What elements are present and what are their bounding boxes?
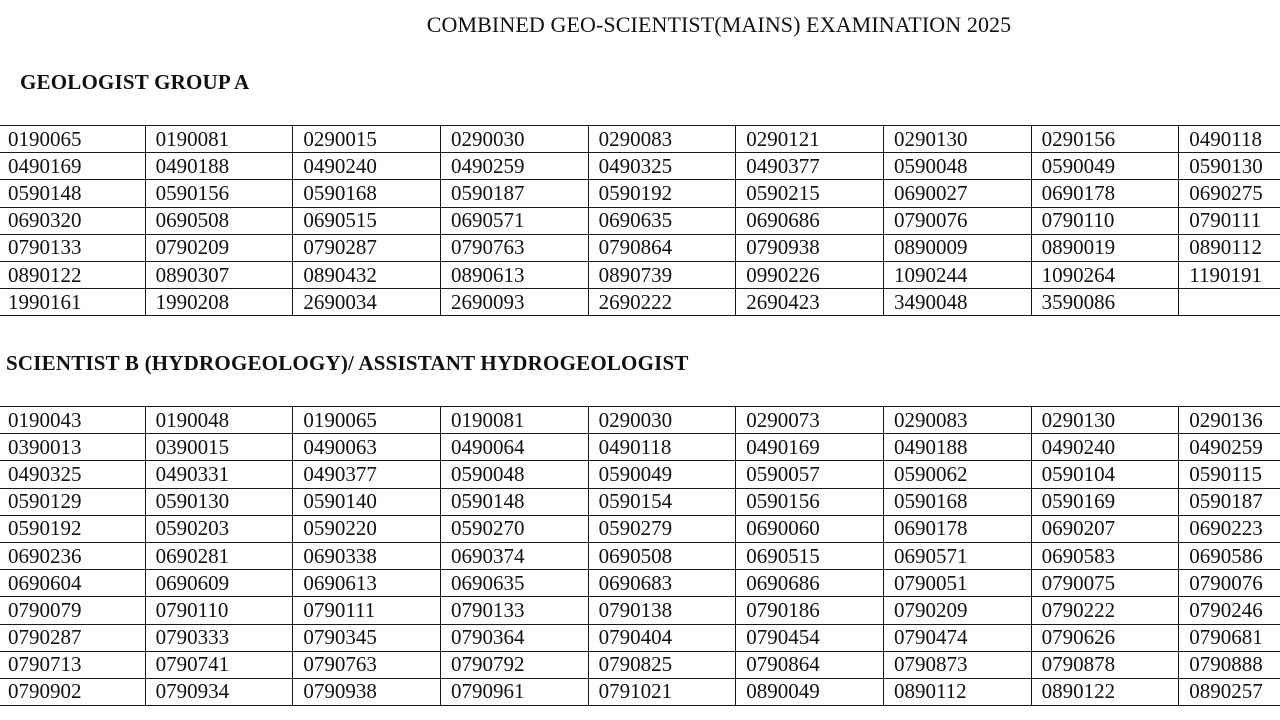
roll-number-cell: 0590148 bbox=[440, 488, 588, 515]
roll-number-cell: 0890009 bbox=[883, 234, 1031, 261]
document-title: COMBINED GEO-SCIENTIST(MAINS) EXAMINATION 2025 bbox=[426, 12, 1012, 37]
roll-number-cell: 0790864 bbox=[736, 651, 884, 678]
roll-number-cell: 0790825 bbox=[588, 651, 736, 678]
roll-number-cell: 0790111 bbox=[1179, 207, 1280, 234]
roll-number-cell: 0890257 bbox=[1179, 678, 1280, 705]
roll-number-cell: 0390013 bbox=[0, 434, 145, 461]
roll-number-cell: 0590279 bbox=[588, 515, 736, 542]
roll-number-cell: 0890112 bbox=[1179, 234, 1280, 261]
roll-number-cell: 0590192 bbox=[0, 515, 145, 542]
table-row bbox=[0, 488, 1280, 515]
roll-number-cell: 0290136 bbox=[1179, 407, 1280, 434]
roll-number-cell: 0690571 bbox=[883, 542, 1031, 569]
roll-number-cell: 1090264 bbox=[1031, 261, 1179, 288]
roll-number-table-hydrogeology bbox=[0, 406, 1280, 706]
roll-number-cell: 0490377 bbox=[736, 153, 884, 180]
roll-number-cell: 0790961 bbox=[440, 678, 588, 705]
roll-number-cell: 0690178 bbox=[883, 515, 1031, 542]
roll-number-cell: 0690275 bbox=[1179, 180, 1280, 207]
roll-number-cell: 0790713 bbox=[0, 651, 145, 678]
roll-number-cell: 0790741 bbox=[145, 651, 293, 678]
table-row bbox=[0, 678, 1280, 705]
roll-number-cell: 0790681 bbox=[1179, 624, 1280, 651]
table-row bbox=[0, 407, 1280, 434]
roll-number-cell: 0290121 bbox=[736, 126, 884, 153]
roll-number-cell: 0990226 bbox=[736, 261, 884, 288]
roll-number-cell: 0791021 bbox=[588, 678, 736, 705]
roll-number-cell: 0490169 bbox=[0, 153, 145, 180]
roll-number-cell: 0790763 bbox=[440, 234, 588, 261]
table-row bbox=[0, 461, 1280, 488]
roll-number-cell: 0790133 bbox=[440, 597, 588, 624]
roll-number-cell: 0790287 bbox=[293, 234, 441, 261]
roll-number-cell: 0490331 bbox=[145, 461, 293, 488]
roll-number-cell: 0490325 bbox=[588, 153, 736, 180]
roll-number-cell: 0790474 bbox=[883, 624, 1031, 651]
roll-number-cell: 0190081 bbox=[440, 407, 588, 434]
roll-number-cell: 0590168 bbox=[293, 180, 441, 207]
roll-number-cell: 0690571 bbox=[440, 207, 588, 234]
roll-number-cell: 0290015 bbox=[293, 126, 441, 153]
roll-number-cell: 0490259 bbox=[440, 153, 588, 180]
roll-number-cell: 0590140 bbox=[293, 488, 441, 515]
roll-number-cell: 0290130 bbox=[1031, 407, 1179, 434]
table-row bbox=[0, 261, 1280, 288]
roll-number-cell: 0190065 bbox=[0, 126, 145, 153]
roll-number-cell: 0690060 bbox=[736, 515, 884, 542]
roll-number-cell: 0490259 bbox=[1179, 434, 1280, 461]
roll-number-cell: 1990208 bbox=[145, 289, 293, 316]
roll-number-cell: 0590049 bbox=[588, 461, 736, 488]
roll-number-cell: 0890739 bbox=[588, 261, 736, 288]
roll-number-cell: 0690604 bbox=[0, 570, 145, 597]
roll-number-cell: 0590104 bbox=[1031, 461, 1179, 488]
roll-number-cell: 0690508 bbox=[588, 542, 736, 569]
table-row bbox=[0, 234, 1280, 261]
roll-number-cell: 0890432 bbox=[293, 261, 441, 288]
table-row bbox=[0, 153, 1280, 180]
roll-number-cell: 0790792 bbox=[440, 651, 588, 678]
roll-number-cell: 0590048 bbox=[883, 153, 1031, 180]
roll-number-cell: 0590148 bbox=[0, 180, 145, 207]
roll-number-cell: 0690338 bbox=[293, 542, 441, 569]
roll-number-cell: 0590062 bbox=[883, 461, 1031, 488]
roll-number-cell: 0790888 bbox=[1179, 651, 1280, 678]
roll-number-cell: 0790763 bbox=[293, 651, 441, 678]
table-row bbox=[0, 542, 1280, 569]
roll-number-cell: 0790076 bbox=[883, 207, 1031, 234]
roll-number-cell: 0590168 bbox=[883, 488, 1031, 515]
roll-number-cell: 0790938 bbox=[736, 234, 884, 261]
roll-number-cell: 0790110 bbox=[145, 597, 293, 624]
roll-number-cell: 0490377 bbox=[293, 461, 441, 488]
roll-number-cell: 0790051 bbox=[883, 570, 1031, 597]
roll-number-cell: 0690320 bbox=[0, 207, 145, 234]
roll-number-cell: 0890019 bbox=[1031, 234, 1179, 261]
roll-number-cell: 0490188 bbox=[145, 153, 293, 180]
table-row bbox=[0, 651, 1280, 678]
section-heading-scientist-b-hydrogeology: SCIENTIST B (HYDROGEOLOGY)/ ASSISTANT HYDROGEOLOGIST bbox=[6, 351, 689, 375]
roll-number-cell: 0790626 bbox=[1031, 624, 1179, 651]
roll-number-cell: 0290130 bbox=[883, 126, 1031, 153]
roll-number-cell: 0790138 bbox=[588, 597, 736, 624]
table-row bbox=[0, 180, 1280, 207]
table-row bbox=[0, 597, 1280, 624]
roll-number-cell: 0790246 bbox=[1179, 597, 1280, 624]
roll-number-cell: 0590129 bbox=[0, 488, 145, 515]
roll-number-cell: 2690093 bbox=[440, 289, 588, 316]
table-row bbox=[0, 126, 1280, 153]
roll-number-cell: 0790209 bbox=[145, 234, 293, 261]
roll-number-cell: 0890112 bbox=[883, 678, 1031, 705]
roll-number-cell: 0190081 bbox=[145, 126, 293, 153]
roll-number-cell: 0690027 bbox=[883, 180, 1031, 207]
table-row bbox=[0, 515, 1280, 542]
roll-number-cell: 0790075 bbox=[1031, 570, 1179, 597]
roll-number-cell: 0790333 bbox=[145, 624, 293, 651]
roll-number-cell: 0490240 bbox=[1031, 434, 1179, 461]
roll-number-cell: 0590156 bbox=[145, 180, 293, 207]
roll-number-cell: 0790364 bbox=[440, 624, 588, 651]
roll-number-cell: 0790110 bbox=[1031, 207, 1179, 234]
table-row bbox=[0, 624, 1280, 651]
roll-number-cell: 0690281 bbox=[145, 542, 293, 569]
roll-number-cell: 0890613 bbox=[440, 261, 588, 288]
roll-number-cell: 0690683 bbox=[588, 570, 736, 597]
roll-number-cell: 0790934 bbox=[145, 678, 293, 705]
roll-number-cell: 0490063 bbox=[293, 434, 441, 461]
roll-number-cell: 0590130 bbox=[145, 488, 293, 515]
roll-number-cell: 0190048 bbox=[145, 407, 293, 434]
roll-number-cell: 0790133 bbox=[0, 234, 145, 261]
roll-number-cell: 0690223 bbox=[1179, 515, 1280, 542]
roll-number-cell: 2690423 bbox=[736, 289, 884, 316]
roll-number-cell: 0590169 bbox=[1031, 488, 1179, 515]
roll-number-cell: 0690207 bbox=[1031, 515, 1179, 542]
roll-number-cell: 2690222 bbox=[588, 289, 736, 316]
roll-number-cell: 0490240 bbox=[293, 153, 441, 180]
roll-number-cell: 0690583 bbox=[1031, 542, 1179, 569]
roll-number-cell: 0790111 bbox=[293, 597, 441, 624]
table-row bbox=[0, 434, 1280, 461]
roll-number-cell: 0790186 bbox=[736, 597, 884, 624]
roll-number-cell: 0490188 bbox=[883, 434, 1031, 461]
roll-number-cell: 0590156 bbox=[736, 488, 884, 515]
roll-number-cell: 0590192 bbox=[588, 180, 736, 207]
roll-number-cell bbox=[1179, 289, 1280, 316]
roll-number-cell: 0290030 bbox=[440, 126, 588, 153]
roll-number-cell: 0490064 bbox=[440, 434, 588, 461]
roll-number-cell: 2690034 bbox=[293, 289, 441, 316]
roll-number-cell: 0790404 bbox=[588, 624, 736, 651]
roll-number-cell: 0590187 bbox=[440, 180, 588, 207]
roll-number-cell: 0290073 bbox=[736, 407, 884, 434]
roll-number-cell: 0790938 bbox=[293, 678, 441, 705]
table-row bbox=[0, 289, 1280, 316]
roll-number-cell: 0690609 bbox=[145, 570, 293, 597]
roll-number-cell: 0890049 bbox=[736, 678, 884, 705]
roll-number-cell: 0690635 bbox=[588, 207, 736, 234]
roll-number-cell: 3590086 bbox=[1031, 289, 1179, 316]
roll-number-cell: 0790864 bbox=[588, 234, 736, 261]
roll-number-cell: 0590270 bbox=[440, 515, 588, 542]
roll-number-cell: 0590130 bbox=[1179, 153, 1280, 180]
roll-number-cell: 0290083 bbox=[883, 407, 1031, 434]
roll-number-cell: 0690586 bbox=[1179, 542, 1280, 569]
roll-number-cell: 0690635 bbox=[440, 570, 588, 597]
roll-number-cell: 0790902 bbox=[0, 678, 145, 705]
roll-number-cell: 0890122 bbox=[1031, 678, 1179, 705]
roll-number-cell: 0790076 bbox=[1179, 570, 1280, 597]
roll-number-cell: 1990161 bbox=[0, 289, 145, 316]
roll-number-cell: 0590154 bbox=[588, 488, 736, 515]
roll-number-cell: 0690508 bbox=[145, 207, 293, 234]
roll-number-cell: 1190191 bbox=[1179, 261, 1280, 288]
section-heading-geologist-group-a: GEOLOGIST GROUP A bbox=[20, 70, 250, 94]
roll-number-cell: 0690686 bbox=[736, 570, 884, 597]
roll-number-cell: 0690515 bbox=[293, 207, 441, 234]
roll-number-cell: 0790209 bbox=[883, 597, 1031, 624]
roll-number-table-geologist bbox=[0, 125, 1280, 316]
roll-number-cell: 0490118 bbox=[1179, 126, 1280, 153]
roll-number-cell: 0690686 bbox=[736, 207, 884, 234]
roll-number-cell: 0490118 bbox=[588, 434, 736, 461]
roll-number-cell: 0890307 bbox=[145, 261, 293, 288]
roll-number-cell: 0490169 bbox=[736, 434, 884, 461]
roll-number-cell: 0690374 bbox=[440, 542, 588, 569]
roll-number-cell: 0590057 bbox=[736, 461, 884, 488]
roll-number-cell: 0790222 bbox=[1031, 597, 1179, 624]
roll-number-cell: 0590220 bbox=[293, 515, 441, 542]
roll-number-cell: 0790079 bbox=[0, 597, 145, 624]
table-row bbox=[0, 570, 1280, 597]
roll-number-cell: 0490325 bbox=[0, 461, 145, 488]
roll-number-cell: 0290156 bbox=[1031, 126, 1179, 153]
roll-number-cell: 0590215 bbox=[736, 180, 884, 207]
roll-number-cell: 0790454 bbox=[736, 624, 884, 651]
roll-number-cell: 0190065 bbox=[293, 407, 441, 434]
roll-number-cell: 0790873 bbox=[883, 651, 1031, 678]
roll-number-cell: 3490048 bbox=[883, 289, 1031, 316]
roll-number-cell: 0790287 bbox=[0, 624, 145, 651]
roll-number-cell: 0690613 bbox=[293, 570, 441, 597]
roll-number-cell: 0690515 bbox=[736, 542, 884, 569]
roll-number-cell: 0590048 bbox=[440, 461, 588, 488]
roll-number-cell: 0790878 bbox=[1031, 651, 1179, 678]
roll-number-cell: 0290030 bbox=[588, 407, 736, 434]
roll-number-cell: 0590187 bbox=[1179, 488, 1280, 515]
roll-number-cell: 0590203 bbox=[145, 515, 293, 542]
roll-number-cell: 0790345 bbox=[293, 624, 441, 651]
roll-number-cell: 0290083 bbox=[588, 126, 736, 153]
table-row bbox=[0, 207, 1280, 234]
roll-number-cell: 0390015 bbox=[145, 434, 293, 461]
roll-number-cell: 0590049 bbox=[1031, 153, 1179, 180]
roll-number-cell: 0190043 bbox=[0, 407, 145, 434]
roll-number-cell: 0690236 bbox=[0, 542, 145, 569]
roll-number-cell: 0590115 bbox=[1179, 461, 1280, 488]
roll-number-cell: 0890122 bbox=[0, 261, 145, 288]
roll-number-cell: 1090244 bbox=[883, 261, 1031, 288]
roll-number-cell: 0690178 bbox=[1031, 180, 1179, 207]
